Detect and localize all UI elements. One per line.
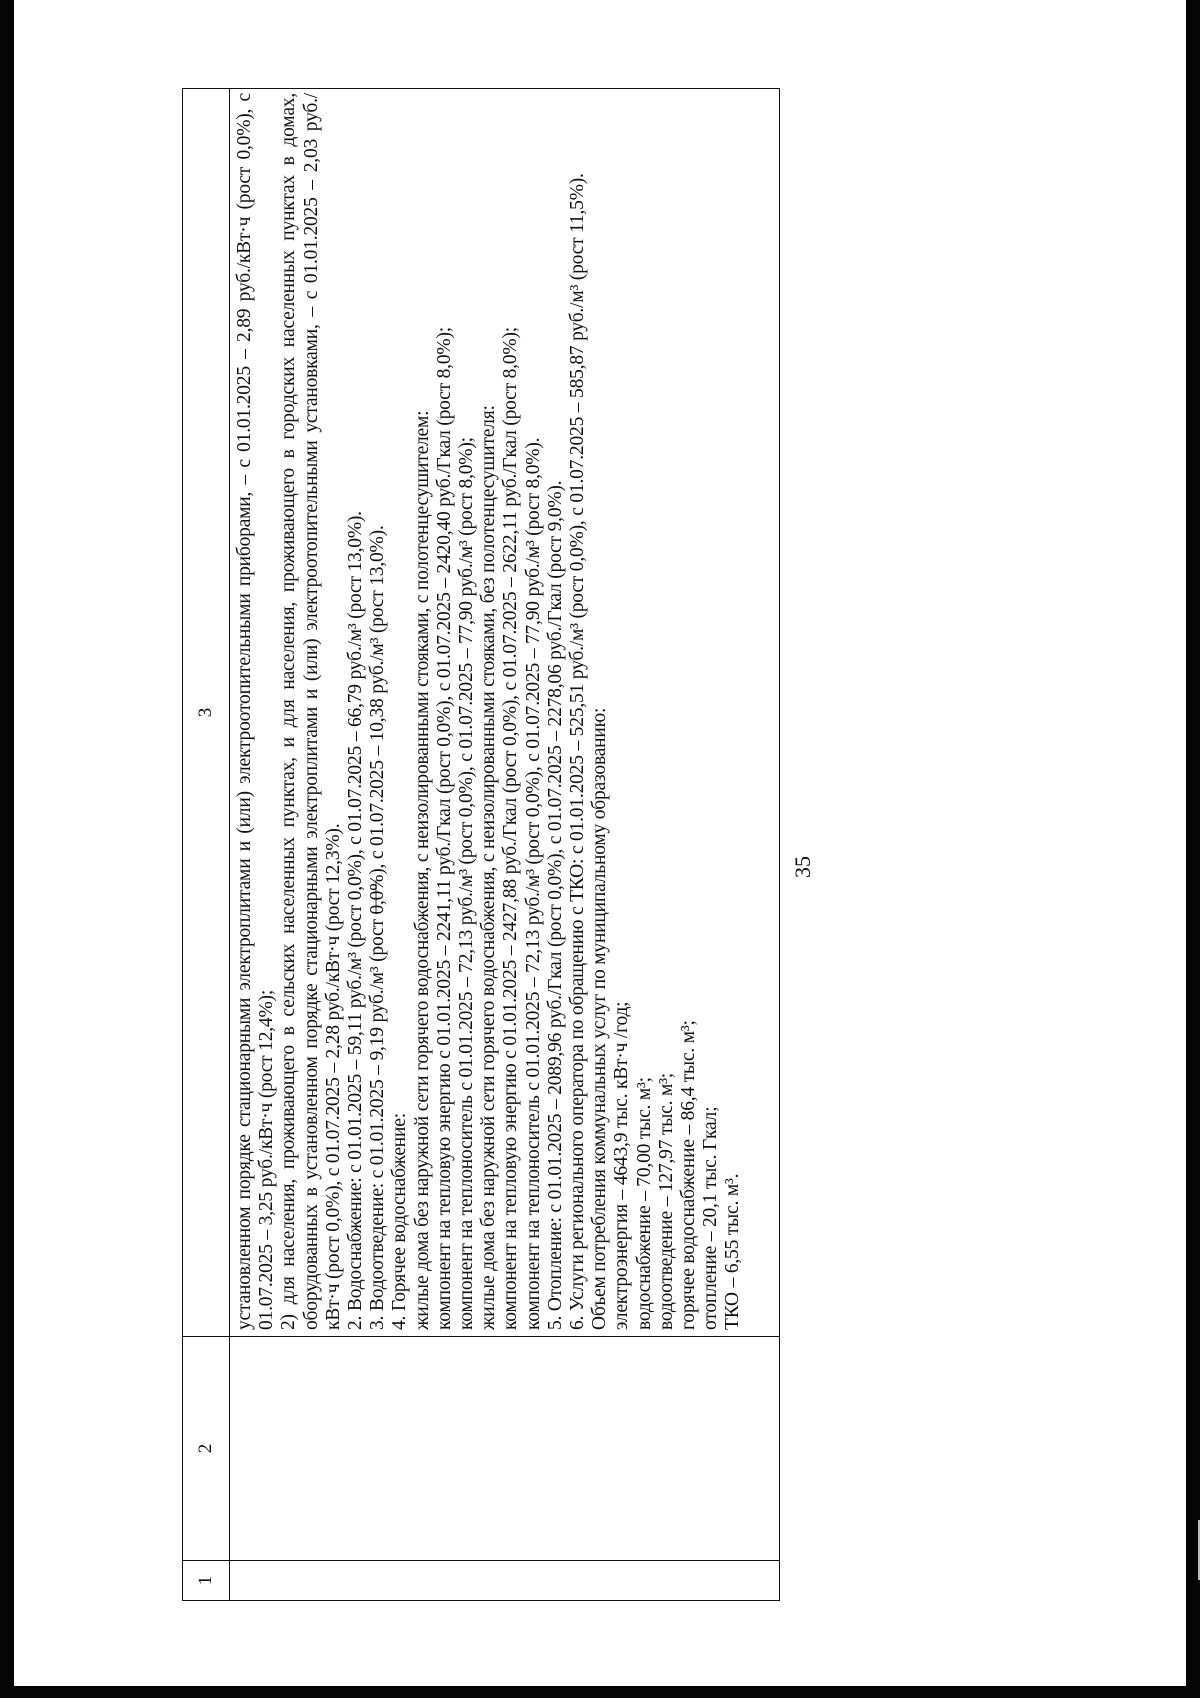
text-paragraph: жилые дома без наружной сети горячего водоснабжения, с неизолированными стояками, без полотенцесушителя: xyxy=(478,405,500,1330)
text-paragraph: 6. Услуги регионального оператора по обращению с ТКО: с 01.01.2025 – 525,51 руб./м³ (рост 0,0%), с 01.07.2025 – 585,87 руб./м³ (рост 11,5%). xyxy=(567,173,589,1330)
text-paragraph: компонент на тепловую энергию с 01.01.2025 – 2241,11 руб./Гкал (рост 0,0%), с 01.07.2025 – 2420,40 руб./Гкал (рост 8,0%); xyxy=(433,327,455,1330)
text-paragraph: отопление – 20,1 тыс. Гкал; xyxy=(700,1106,722,1330)
text-paragraph: 3. Водоотведение: с 01.01.2025 – 9,19 руб./м³ (рост 0,0%), с 01.07.2025 – 10,38 руб./м³ (рост 13,0%). xyxy=(367,525,389,1330)
text-paragraph: 5. Отопление: с 01.01.2025 – 2089,96 руб./Гкал (рост 0,0%), с 01.07.2025 – 2278,06 руб./Гкал (рост 9,0%). xyxy=(544,480,566,1330)
cell-col-1 xyxy=(230,1561,780,1601)
table-row xyxy=(230,89,780,1601)
tariff-text xyxy=(234,93,745,1330)
text-paragraph: ТКО – 6,55 тыс. м³. xyxy=(722,1173,744,1330)
text-paragraph: водоснабжение – 70,00 тыс. м³; xyxy=(633,1077,655,1330)
text-paragraph: 4. Горячее водоснабжение: xyxy=(389,1113,411,1330)
cell-col-2 xyxy=(230,1337,780,1561)
header-col-2: 2 xyxy=(183,1337,230,1561)
text-paragraph: горячее водоснабжение – 86,4 тыс. м³; xyxy=(678,1020,700,1330)
text-paragraph: 2. Водоснабжение: с 01.01.2025 – 59,11 руб./м³ (рост 0,0%), с 01.07.2025 – 66,79 руб./м³ (рост 13,0%). xyxy=(345,511,367,1330)
text-paragraph: компонент на теплоноситель с 01.01.2025 – 72,13 руб./м³ (рост 0,0%), с 01.07.2025 – 77,90 руб./м³ (рост 8,0%). xyxy=(522,437,544,1330)
text-paragraph: электроэнергия – 4643,9 тыс. кВт·ч /год; xyxy=(611,1001,633,1330)
text-paragraph: водоотведение – 127,97 тыс. м³; xyxy=(655,1073,677,1330)
cell-col-3 xyxy=(230,89,780,1337)
text-paragraph: жилые дома без наружной сети горячего водоснабжения, с неизолированными стояками, с полотенцесушителем: xyxy=(411,410,433,1330)
header-col-1: 1 xyxy=(183,1561,230,1601)
page-number: 35 xyxy=(790,856,815,878)
table-header-row xyxy=(183,89,230,1601)
text-paragraph: установленном порядке стационарными электроплитами и (или) электроотопительными приборами, – с 01.01.2025 – 2,89 руб./кВт·ч (рост 0,0%), с 01.07.2025 – 3,25 руб./кВт·ч (рост 12,4%); xyxy=(234,93,278,1330)
header-col-3: 3 xyxy=(183,89,230,1337)
text-paragraph: компонент на теплоноситель с 01.01.2025 – 72,13 руб./м³ (рост 0,0%), с 01.07.2025 – 77,90 руб./м³ (рост 8,0%); xyxy=(456,437,478,1330)
text-paragraph: Объем потребления коммунальных услуг по муниципальному образованию: xyxy=(589,707,611,1330)
document-table xyxy=(182,88,780,1601)
text-paragraph: 2) для населения, проживающего в сельских населенных пунктах, и для населения, проживающего в городских населенных пунктах в домах, оборудованных в установленном порядке стационарными электроплитами и (или) электроотопительными установками, – с 01.01.2025 – 2,03 руб./кВт·ч (рост 0,0%), с 01.07.2025 – 2,28 руб./кВт·ч (рост 12,3%). xyxy=(278,93,344,1330)
text-paragraph: компонент на тепловую энергию с 01.01.2025 – 2427,88 руб./Гкал (рост 0,0%), с 01.07.2025 – 2622,11 руб./Гкал (рост 8,0%); xyxy=(500,327,522,1330)
